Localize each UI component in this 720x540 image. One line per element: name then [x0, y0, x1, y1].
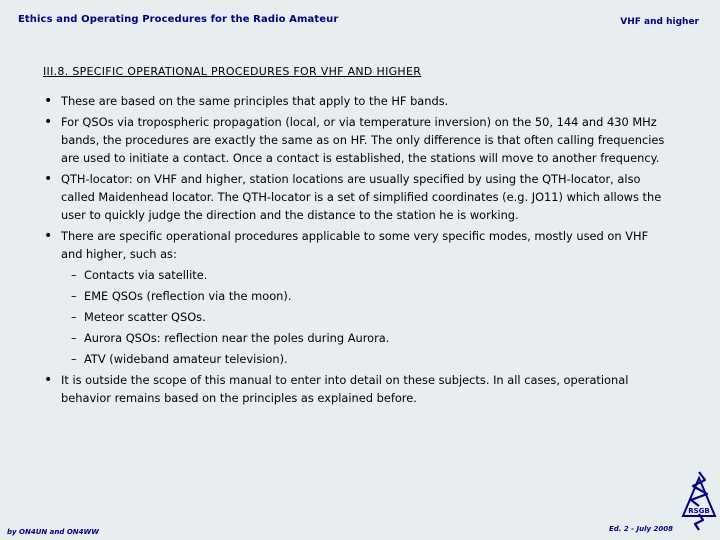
sub-item-text: ATV (wideband amateur television). [84, 352, 288, 366]
bullet-dot-icon: • [44, 93, 53, 109]
footer-edition: Ed. 2 - July 2008 [608, 525, 673, 533]
dash-icon: – [71, 331, 77, 345]
bullet-text: There are specific operational procedures applicable to some very specific modes, mostly used on VHF and higher, such as: [61, 229, 649, 261]
sub-item-text: Meteor scatter QSOs. [84, 310, 206, 324]
bullet-dot-icon: • [44, 114, 53, 130]
rsgb-logo-icon [681, 470, 717, 532]
bullet-item [43, 227, 673, 263]
bullet-text: These are based on the same principles that apply to the HF bands. [61, 94, 449, 108]
bullet-dot-icon: • [44, 228, 53, 244]
sub-item-text: Contacts via satellite. [84, 268, 208, 282]
bullet-text: For QSOs via tropospheric propagation (local, or via temperature inversion) on the 50, 144 and 430 MHz bands, the procedures are exactly the same as on HF. The only difference is that often calling frequencies are used to initiate a contact. Once a contact is established, the stations will move to another frequency. [61, 115, 665, 165]
sub-item-text: Aurora QSOs: reflection near the poles during Aurora. [84, 331, 390, 345]
sub-list-item [43, 350, 673, 368]
logo-text: RSGB [688, 507, 710, 515]
header-document-title: Ethics and Operating Procedures for the Radio Amateur [18, 14, 339, 25]
header-chapter-title: VHF and higher [620, 17, 699, 27]
bullet-dot-icon: • [44, 171, 53, 187]
dash-icon: – [71, 310, 77, 324]
dash-icon: – [71, 289, 77, 303]
sub-item-text: EME QSOs (reflection via the moon). [84, 289, 292, 303]
sub-list-item [43, 308, 673, 326]
section-title: III.8. SPECIFIC OPERATIONAL PROCEDURES FOR VHF AND HIGHER [43, 65, 422, 78]
sub-list-item [43, 329, 673, 347]
bullet-item [43, 371, 673, 407]
bullet-text: QTH-locator: on VHF and higher, station locations are usually specified by using the QTH-locator, also called Maidenhead locator. The QTH-locator is a set of simplified coordinates (e.g. JO11) which allows the user to quickly judge the direction and the distance to the station he is working. [61, 172, 662, 222]
sub-list-item [43, 266, 673, 284]
sub-list-item [43, 287, 673, 305]
bullet-dot-icon: • [44, 372, 53, 388]
bullet-item [43, 92, 673, 110]
content-body [43, 92, 673, 410]
footer-authors: by ON4UN and ON4WW [7, 528, 99, 536]
bullet-item [43, 113, 673, 167]
dash-icon: – [71, 268, 77, 282]
bullet-item [43, 170, 673, 224]
dash-icon: – [71, 352, 77, 366]
bullet-text: It is outside the scope of this manual to enter into detail on these subjects. In all cases, operational behavior remains based on the principles as explained before. [61, 373, 629, 405]
